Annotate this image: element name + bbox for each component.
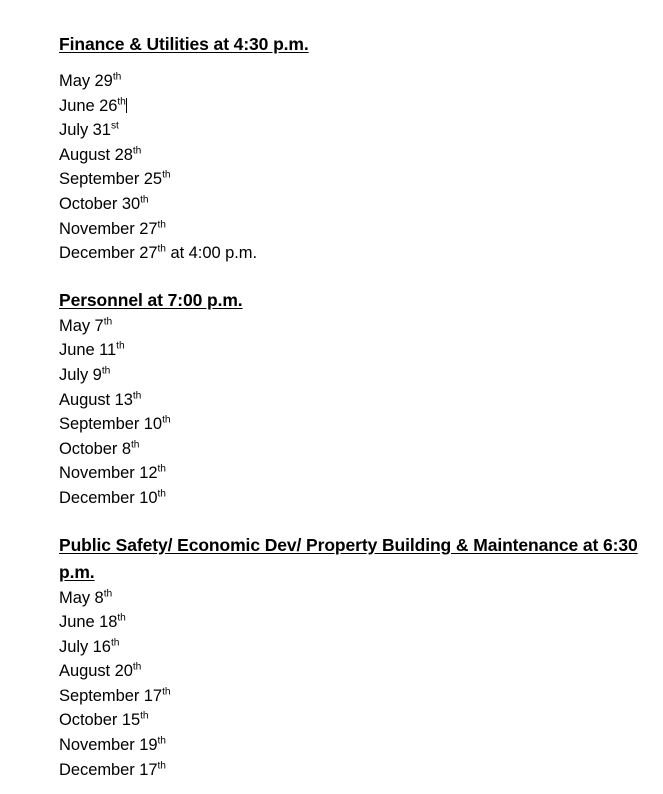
date-time-note: at 4:00 p.m. [165, 244, 258, 263]
schedule-section [59, 31, 645, 266]
date-ordinal-suffix: th [117, 612, 126, 624]
section-heading: Personnel at 7:00 p.m. [59, 289, 243, 310]
date-ordinal-suffix: th [157, 735, 166, 747]
date-month-day: October 15 [59, 711, 141, 730]
date-ordinal-suffix: th [101, 365, 111, 377]
date-ordinal-suffix: th [103, 588, 113, 599]
date-month-day: December 17 [59, 760, 158, 779]
date-ordinal-suffix: th [162, 686, 171, 698]
date-ordinal-suffix: th [157, 243, 166, 255]
meeting-date [59, 486, 645, 511]
date-ordinal-suffix: th [117, 96, 126, 108]
date-month-day: June 18 [59, 613, 118, 632]
meeting-date [59, 69, 645, 94]
meeting-date-list [59, 314, 645, 511]
meeting-date [59, 143, 645, 168]
date-month-day: December 27 [59, 244, 158, 263]
date-ordinal-suffix: th [103, 316, 113, 328]
meeting-date [59, 241, 645, 266]
date-ordinal-suffix: th [112, 71, 122, 83]
section-heading: Finance & Utilities at 4:30 p.m. [59, 34, 309, 54]
date-ordinal-suffix: th [140, 710, 149, 722]
date-ordinal-suffix: th [157, 760, 166, 772]
meeting-date [59, 684, 645, 709]
date-ordinal-suffix: th [162, 169, 171, 181]
meeting-date [59, 733, 645, 758]
date-month-day: December 10 [59, 488, 158, 507]
date-month-day: September 25 [59, 170, 163, 189]
heading-spacer [59, 58, 645, 69]
meeting-date [59, 708, 645, 733]
meeting-date [59, 635, 645, 660]
meeting-date [59, 586, 645, 611]
meeting-date [59, 94, 645, 119]
date-ordinal-suffix: th [132, 145, 142, 157]
meeting-date [59, 461, 645, 486]
date-ordinal-suffix: th [110, 637, 120, 649]
date-month-day: November 12 [59, 464, 158, 483]
sections-container [59, 31, 645, 782]
meeting-date-list [59, 586, 645, 783]
meeting-date [59, 217, 645, 242]
meeting-date [59, 192, 645, 217]
meeting-date [59, 167, 645, 192]
date-ordinal-suffix: th [157, 488, 166, 500]
meeting-date [59, 363, 645, 388]
meeting-date [59, 437, 645, 462]
date-ordinal-suffix: th [162, 414, 171, 426]
date-ordinal-suffix: th [132, 390, 142, 402]
meeting-date [59, 388, 645, 413]
date-month-day: June 26 [59, 96, 118, 115]
schedule-section [59, 532, 645, 783]
text-cursor-caret [126, 98, 127, 113]
date-month-day: July 31 [59, 121, 111, 140]
date-month-day: July 9 [59, 365, 102, 384]
date-month-day: August 20 [59, 662, 133, 681]
date-month-day: May 29 [59, 72, 113, 90]
meeting-date [59, 610, 645, 635]
date-ordinal-suffix: th [116, 340, 125, 352]
meeting-date [59, 659, 645, 684]
date-month-day: August 13 [59, 390, 133, 409]
meeting-date [59, 338, 645, 363]
date-month-day: August 28 [59, 145, 133, 164]
date-month-day: October 8 [59, 439, 132, 458]
date-ordinal-suffix: th [131, 439, 140, 451]
date-ordinal-suffix: st [110, 120, 119, 132]
date-month-day: November 19 [59, 736, 158, 755]
schedule-section [59, 287, 645, 511]
date-ordinal-suffix: th [140, 194, 149, 206]
meeting-date [59, 412, 645, 437]
meeting-date-list [59, 69, 645, 266]
date-ordinal-suffix: th [132, 661, 142, 673]
date-month-day: June 11 [59, 341, 117, 360]
date-month-day: September 10 [59, 415, 163, 434]
date-month-day: July 16 [59, 637, 111, 656]
date-month-day: November 27 [59, 219, 158, 238]
date-ordinal-suffix: th [157, 463, 166, 475]
date-month-day: October 30 [59, 194, 141, 213]
meeting-date [59, 118, 645, 143]
date-month-day: May 7 [59, 316, 104, 335]
section-heading: Public Safety/ Economic Dev/ Property Building & Maintenance at 6:30 p.m. [59, 534, 638, 582]
meeting-date [59, 758, 645, 783]
date-month-day: September 17 [59, 686, 163, 705]
date-month-day: May 8 [59, 588, 104, 607]
meeting-date [59, 314, 645, 339]
date-ordinal-suffix: th [157, 219, 166, 231]
